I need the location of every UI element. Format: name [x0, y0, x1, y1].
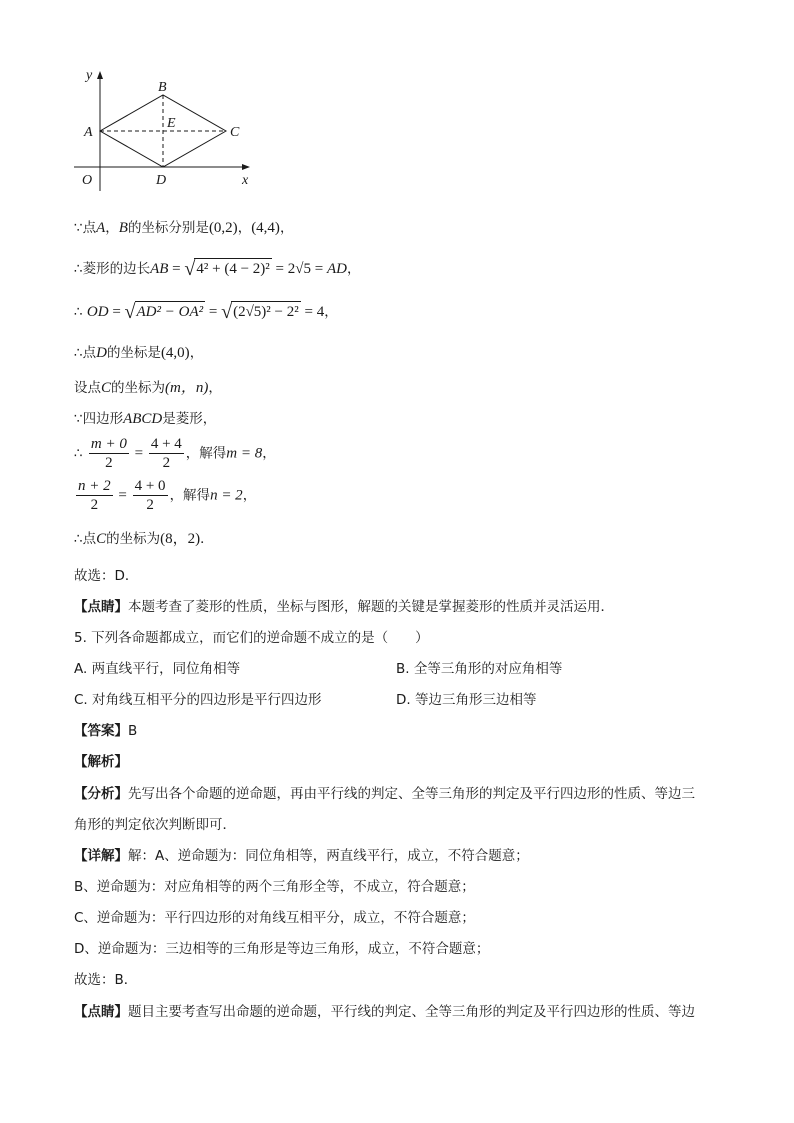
label-o: O — [82, 173, 93, 188]
rhombus-figure — [70, 65, 270, 195]
text: ， — [262, 445, 276, 462]
text: ， — [208, 380, 222, 396]
numerator: 4 + 0 — [134, 478, 166, 494]
text: ∴ — [74, 304, 87, 320]
section-tag: 【答案】 — [74, 723, 128, 739]
text: 题目主要考查写出命题的逆命题，平行线的判定、全等三角形的判定及平行四边形的性质、等边 — [128, 1004, 695, 1020]
text: 先写出各个命题的逆命题，再由平行线的判定、全等三角形的判定及平行四边形的性质、等边三 — [128, 786, 695, 802]
x-axis-arrow — [242, 164, 250, 170]
text: ， — [237, 220, 252, 236]
section-tag: 【详解】 — [74, 848, 128, 864]
question-5: 5. 下列各命题都成立，而它们的逆命题不成立的是（ ） — [74, 630, 429, 646]
line-points-ab — [74, 218, 293, 238]
math: AB — [150, 261, 169, 277]
math: OD — [86, 304, 109, 320]
line-od — [74, 301, 338, 323]
label-y: y — [86, 68, 93, 83]
denominator: 2 — [146, 497, 154, 513]
math: C — [96, 531, 107, 547]
line-point-d — [74, 343, 203, 363]
label-a: A — [84, 125, 93, 140]
line-rhombus — [74, 409, 216, 429]
text: ，解得 — [169, 487, 211, 504]
denominator: 2 — [90, 497, 99, 513]
section-tag: 【点睛】 — [74, 599, 128, 615]
line-point-c — [74, 529, 214, 549]
detail-line-5: 故选：B． — [74, 972, 138, 988]
radicand: (2√5)² − 2² — [231, 301, 301, 323]
option-b: B. 全等三角形的对应角相等 — [396, 661, 563, 677]
text: ， — [279, 220, 294, 236]
comment-line-2 — [74, 1002, 695, 1022]
math: = 4 — [300, 304, 325, 320]
text: ∴菱形的边长 — [74, 261, 151, 277]
denominator: 2 — [105, 455, 113, 471]
analysis-line-2: 角形的判定依次判断即可． — [74, 817, 236, 833]
fraction — [133, 478, 168, 513]
math: A — [96, 220, 106, 236]
label-e: E — [167, 116, 176, 131]
radicand: 4² + (4 − 2)² — [194, 258, 271, 280]
option-d: D. 等边三角形三边相等 — [396, 692, 537, 708]
math: = 2√5 = — [271, 261, 327, 277]
sqrt: √ (2√5)² − 2² — [221, 301, 299, 323]
analysis-heading — [74, 752, 128, 772]
text: ∴点 — [74, 345, 97, 361]
fraction — [149, 436, 184, 471]
y-axis-arrow — [97, 71, 103, 79]
text: 解：A、逆命题为：同位角相等，两直线平行，成立，不符合题意； — [128, 848, 529, 864]
text: 的坐标为 — [106, 531, 161, 547]
detail-line-1 — [74, 846, 529, 866]
line-solve-n — [74, 478, 256, 513]
label-c: C — [230, 125, 240, 140]
denominator: 2 — [162, 455, 171, 471]
text: ，解得 — [185, 445, 227, 462]
text: ， — [242, 487, 257, 504]
math: = — [205, 304, 222, 320]
math: = — [130, 445, 147, 462]
option-c: C. 对角线互相平分的四边形是平行四边形 — [74, 692, 322, 708]
math: (4,4) — [251, 220, 280, 236]
detail-line-4: D、逆命题为：三边相等的三角形是等边三角形，成立，不符合题意； — [74, 941, 490, 957]
text: 的坐标分别是 — [127, 220, 209, 236]
radicand: AD² − OA² — [135, 301, 206, 323]
analysis-line-1 — [74, 784, 695, 804]
math: B — [118, 220, 128, 236]
sqrt: √ AD² − OA² — [124, 301, 204, 323]
math: C — [101, 380, 112, 396]
text: ∴点 — [74, 531, 97, 547]
math: (4,0) — [160, 345, 190, 361]
math: = — [108, 304, 125, 320]
fraction — [76, 478, 113, 513]
section-tag: 【分析】 — [74, 786, 128, 802]
detail-line-2: B、逆命题为：对应角相等的两个三角形全等，不成立，符合题意； — [74, 879, 475, 895]
text: ∵点 — [74, 220, 97, 236]
text: ∴ — [74, 445, 87, 462]
text: ． — [200, 531, 214, 547]
section-tag: 【解析】 — [74, 754, 128, 770]
fraction — [89, 436, 129, 471]
numerator: 4 + 4 — [150, 436, 182, 452]
sqrt: √ 4² + (4 − 2)² — [184, 258, 270, 280]
text: 是菱形， — [162, 411, 217, 427]
label-d: D — [156, 173, 167, 188]
text: 的坐标为 — [111, 380, 166, 396]
math: n = 2 — [210, 487, 243, 504]
text: 本题考查了菱形的性质，坐标与图形，解题的关键是掌握菱形的性质并灵活运用． — [128, 599, 614, 615]
line-side-length — [74, 258, 360, 280]
option-a: A. 两直线平行，同位角相等 — [74, 661, 241, 677]
text: B — [128, 723, 138, 739]
text: ， — [189, 345, 204, 361]
text: ， — [346, 261, 361, 277]
math: (8，2) — [160, 531, 201, 547]
math: AD — [326, 261, 347, 277]
label-b: B — [158, 80, 167, 95]
math: m = 8 — [226, 445, 263, 462]
line-let-c — [74, 378, 222, 398]
math: D — [96, 345, 107, 361]
section-tag: 【点睛】 — [74, 1004, 128, 1020]
text: ， — [324, 304, 338, 320]
math: = — [168, 261, 185, 277]
label-x: x — [242, 173, 249, 188]
line-solve-m — [74, 436, 276, 471]
line-comment-1 — [74, 597, 614, 617]
math: = — [114, 487, 131, 504]
math: (0,2) — [208, 220, 238, 236]
text: 的坐标是 — [106, 345, 161, 361]
numerator: m + 0 — [90, 436, 127, 452]
math: (m，n) — [165, 380, 209, 396]
numerator: n + 2 — [78, 478, 111, 494]
text: ∵四边形 — [74, 411, 124, 427]
text: 设点 — [74, 380, 101, 396]
math: ABCD — [123, 411, 163, 427]
text: ， — [105, 220, 119, 236]
answer-line — [74, 721, 137, 741]
line-answer-d: 故选：D． — [74, 568, 139, 584]
detail-line-3: C、逆命题为：平行四边形的对角线互相平分，成立，不符合题意； — [74, 910, 475, 926]
